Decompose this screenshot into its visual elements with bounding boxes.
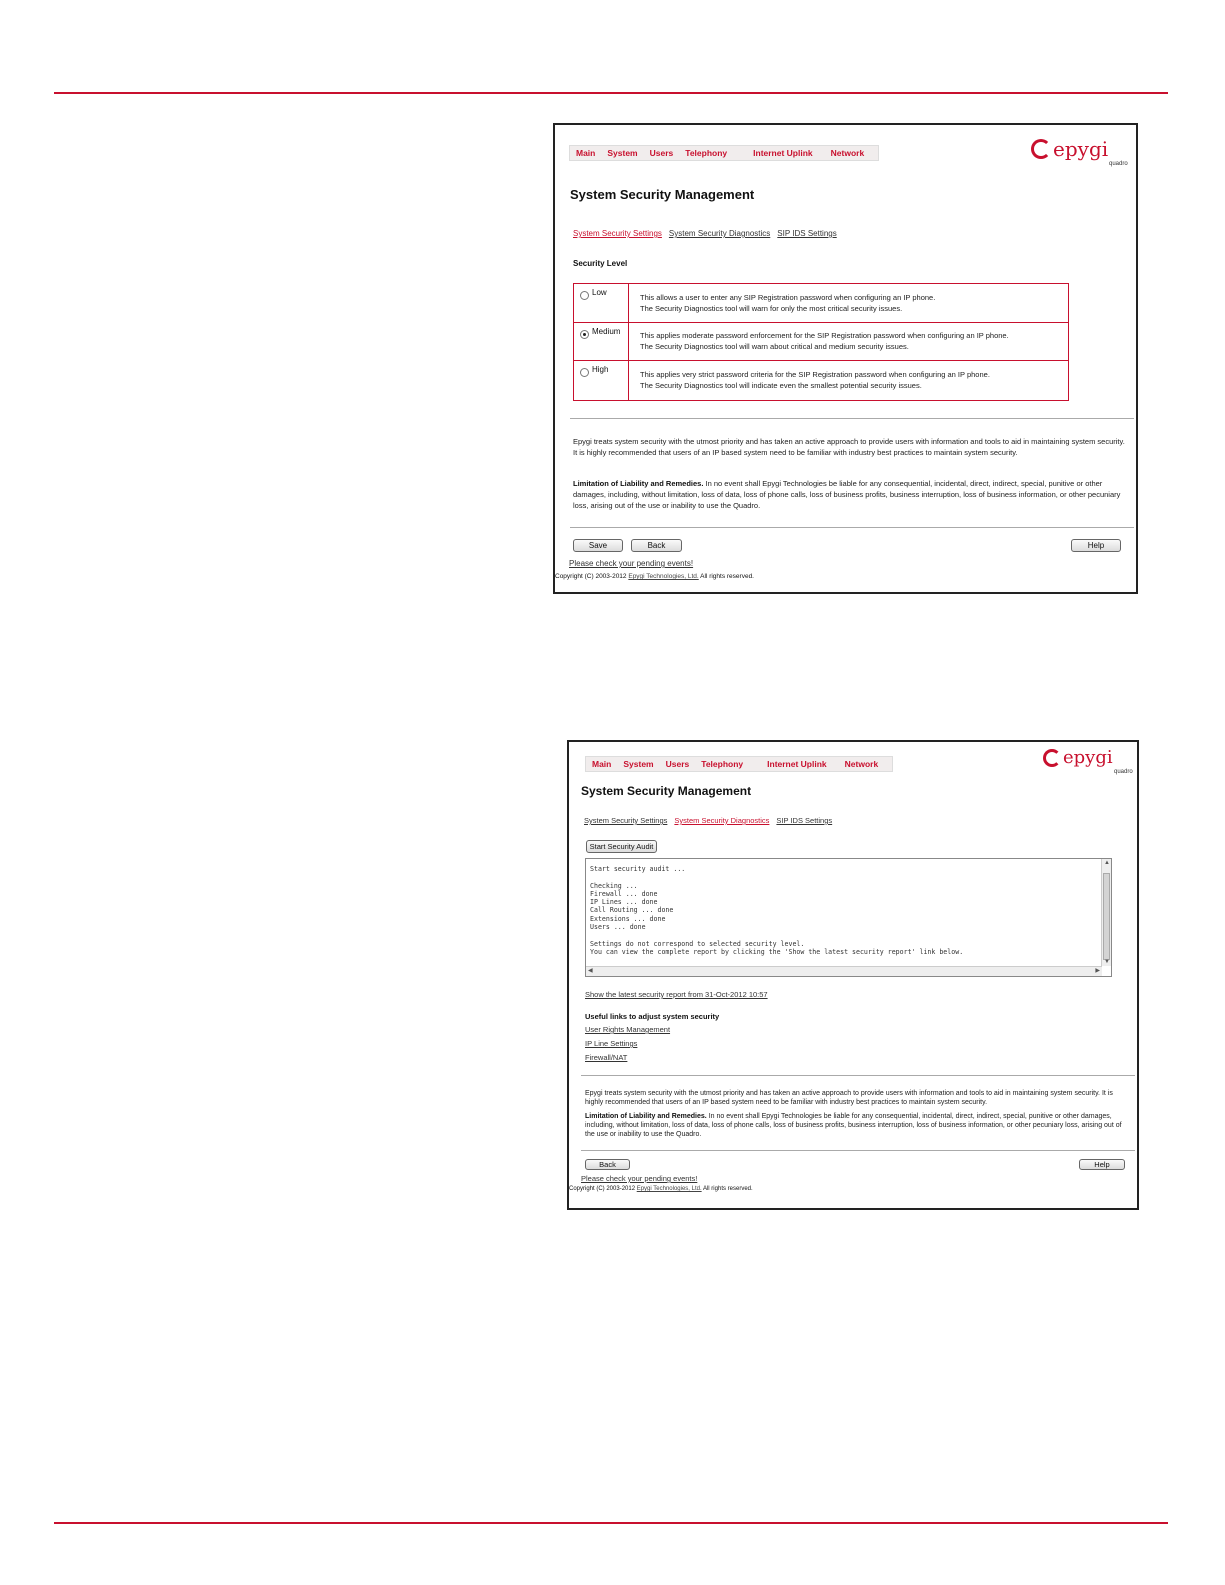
page-title: System Security Management — [570, 187, 755, 202]
divider — [570, 418, 1134, 419]
tab-security-diagnostics[interactable]: System Security Diagnostics — [674, 816, 770, 825]
copyright — [569, 1186, 753, 1192]
useful-links-label: Useful links to adjust system security — [585, 1012, 720, 1021]
security-option-medium[interactable] — [574, 322, 1068, 361]
tab-sip-ids-settings[interactable]: SIP IDS Settings — [776, 816, 833, 825]
option-cell — [574, 323, 629, 361]
nav-main[interactable]: Main — [576, 148, 596, 158]
scroll-thumb[interactable] — [1103, 873, 1110, 960]
copyright-post: All rights reserved. — [698, 573, 754, 580]
ip-line-settings-link[interactable]: IP Line Settings — [585, 1039, 638, 1048]
back-button[interactable]: Back — [631, 539, 682, 552]
scroll-up-icon[interactable]: ▲ — [1104, 860, 1110, 866]
nav-internet-uplink[interactable]: Internet Uplink — [753, 148, 813, 158]
security-tabs — [573, 229, 837, 238]
vertical-scrollbar[interactable] — [1101, 859, 1111, 966]
firewall-nat-link[interactable]: Firewall/NAT — [585, 1053, 628, 1062]
security-info-text: Epygi treats system security with the utmost priority and has taken an active approach to provide users with information and tools to aid in maintaining system security. It is highly recommended that users of an IP based system need to be familiar with industry best practices to maintain system security. — [573, 437, 1125, 457]
security-level-label: Security Level — [573, 259, 628, 268]
help-button[interactable]: Help — [1079, 1159, 1125, 1170]
desc-line-1: This allows a user to enter any SIP Registration password when configuring an IP phone. — [640, 293, 936, 302]
audit-output-text: Start security audit ... Checking ... Firewall ... done IP Lines ... done Call Routing ... done Extensions ... done Users ... done Settings do not correspond to selected security level. You can view the complete report by clicking the 'Show the latest security report' link below. — [590, 865, 964, 956]
company-link[interactable]: Epygi Technologies, Ltd. — [628, 573, 699, 580]
liability-heading: Limitation of Liability and Remedies. — [573, 479, 704, 488]
radio-low[interactable] — [580, 291, 589, 300]
copyright-post: All rights reserved. — [701, 1186, 753, 1192]
option-cell — [574, 284, 629, 322]
nav-network[interactable]: Network — [830, 148, 865, 158]
logo-text: epygi — [1063, 747, 1113, 768]
nav-internet-uplink[interactable]: Internet Uplink — [767, 759, 827, 769]
logo-sub: quadro — [1114, 769, 1133, 775]
divider — [570, 527, 1134, 528]
save-button[interactable]: Save — [573, 539, 623, 552]
epygi-logo-mark — [1043, 749, 1061, 767]
divider — [581, 1150, 1135, 1151]
security-info-text: Epygi treats system security with the utmost priority and has taken an active approach to provide users with information and tools to aid in maintaining system security. It is highly recommended that users of an IP based system need to be familiar with industry best practices to maintain system security. — [585, 1090, 1113, 1106]
security-tabs — [584, 816, 832, 825]
logo-sub: quadro — [1109, 161, 1128, 167]
screenshot-security-settings — [553, 123, 1138, 594]
copyright-pre: Copyright (C) 2003-2012 — [555, 573, 629, 580]
nav-system[interactable]: System — [623, 759, 654, 769]
security-level-table — [573, 283, 1069, 401]
divider — [581, 1075, 1135, 1076]
horizontal-scrollbar[interactable] — [586, 966, 1102, 976]
company-link[interactable]: Epygi Technologies, Ltd. — [636, 1186, 702, 1192]
option-cell — [574, 361, 629, 400]
logo-text: epygi — [1053, 137, 1109, 161]
liability-notice — [585, 1112, 1125, 1139]
liability-heading: Limitation of Liability and Remedies. — [585, 1113, 707, 1120]
user-rights-management-link[interactable]: User Rights Management — [585, 1025, 671, 1034]
scroll-down-icon[interactable]: ▼ — [1104, 959, 1110, 965]
tab-security-diagnostics[interactable]: System Security Diagnostics — [668, 229, 771, 238]
pending-events-link[interactable]: Please check your pending events! — [569, 559, 694, 568]
option-description-low — [640, 292, 935, 314]
nav-users[interactable]: Users — [649, 148, 674, 158]
nav-network[interactable]: Network — [844, 759, 879, 769]
tab-security-settings[interactable]: System Security Settings — [573, 229, 662, 238]
page-top-rule — [54, 92, 1168, 94]
desc-line-2: The Security Diagnostics tool will warn about critical and medium security issues. — [640, 342, 909, 351]
epygi-logo — [1043, 747, 1113, 768]
main-nav — [585, 756, 893, 772]
nav-telephony[interactable]: Telephony — [701, 759, 744, 769]
scroll-right-icon[interactable]: ▶ — [1095, 968, 1100, 974]
latest-report-link[interactable]: Show the latest security report from 31-Oct-2012 10:57 — [585, 990, 768, 999]
audit-output-area[interactable] — [585, 858, 1112, 977]
radio-high[interactable] — [580, 368, 589, 377]
screenshot-security-diagnostics — [567, 740, 1139, 1210]
nav-main[interactable]: Main — [592, 759, 612, 769]
option-label-medium: Medium — [592, 327, 621, 336]
epygi-logo-mark — [1031, 139, 1051, 159]
desc-line-2: The Security Diagnostics tool will warn for only the most critical security issues. — [640, 304, 903, 313]
page-title: System Security Management — [581, 784, 752, 798]
desc-line-1: This applies very strict password criteria for the SIP Registration password when configuring an IP phone. — [640, 370, 990, 379]
nav-system[interactable]: System — [607, 148, 638, 158]
security-option-high[interactable] — [574, 360, 1068, 400]
tab-sip-ids-settings[interactable]: SIP IDS Settings — [777, 229, 837, 238]
start-security-audit-button[interactable]: Start Security Audit — [586, 840, 657, 853]
back-button[interactable]: Back — [585, 1159, 630, 1170]
help-button[interactable]: Help — [1071, 539, 1121, 552]
nav-users[interactable]: Users — [665, 759, 690, 769]
scroll-left-icon[interactable]: ◀ — [588, 968, 593, 974]
option-description-high — [640, 369, 990, 391]
liability-text: In no event shall Epygi Technologies be liable for any consequential, incidental, direct, indirect, special, punitive or other damages, including, without limitation, loss of data, loss of phone calls, loss of business profits, business interruption, loss of business information, or other pecuniary loss, arising out of the use or inability to use the Quadro. — [585, 1113, 1122, 1138]
security-option-low[interactable] — [574, 284, 1068, 322]
liability-notice — [573, 478, 1129, 511]
main-nav — [569, 145, 879, 161]
copyright — [555, 573, 754, 580]
radio-medium[interactable] — [580, 330, 589, 339]
desc-line-2: The Security Diagnostics tool will indicate even the smallest potential security issues. — [640, 381, 922, 390]
copyright-pre: Copyright (C) 2003-2012 — [569, 1186, 637, 1192]
tab-security-settings[interactable]: System Security Settings — [584, 816, 668, 825]
nav-telephony[interactable]: Telephony — [685, 148, 728, 158]
desc-line-1: This applies moderate password enforcement for the SIP Registration password when configuring an IP phone. — [640, 331, 1009, 340]
pending-events-link[interactable]: Please check your pending events! — [581, 1174, 698, 1183]
option-label-low: Low — [592, 288, 607, 297]
epygi-logo — [1031, 137, 1108, 161]
option-description-medium — [640, 330, 1009, 352]
liability-text: In no event shall Epygi Technologies be liable for any consequential, incidental, direct, indirect, special, punitive or other damages, including, without limitation, loss of data, loss of phone calls, loss of business profits, business interruption, loss of business information, or other pecuniary loss, arising out of the use or inability to use the Quadro. — [573, 479, 1121, 510]
page-bottom-rule — [54, 1522, 1168, 1524]
option-label-high: High — [592, 365, 609, 374]
